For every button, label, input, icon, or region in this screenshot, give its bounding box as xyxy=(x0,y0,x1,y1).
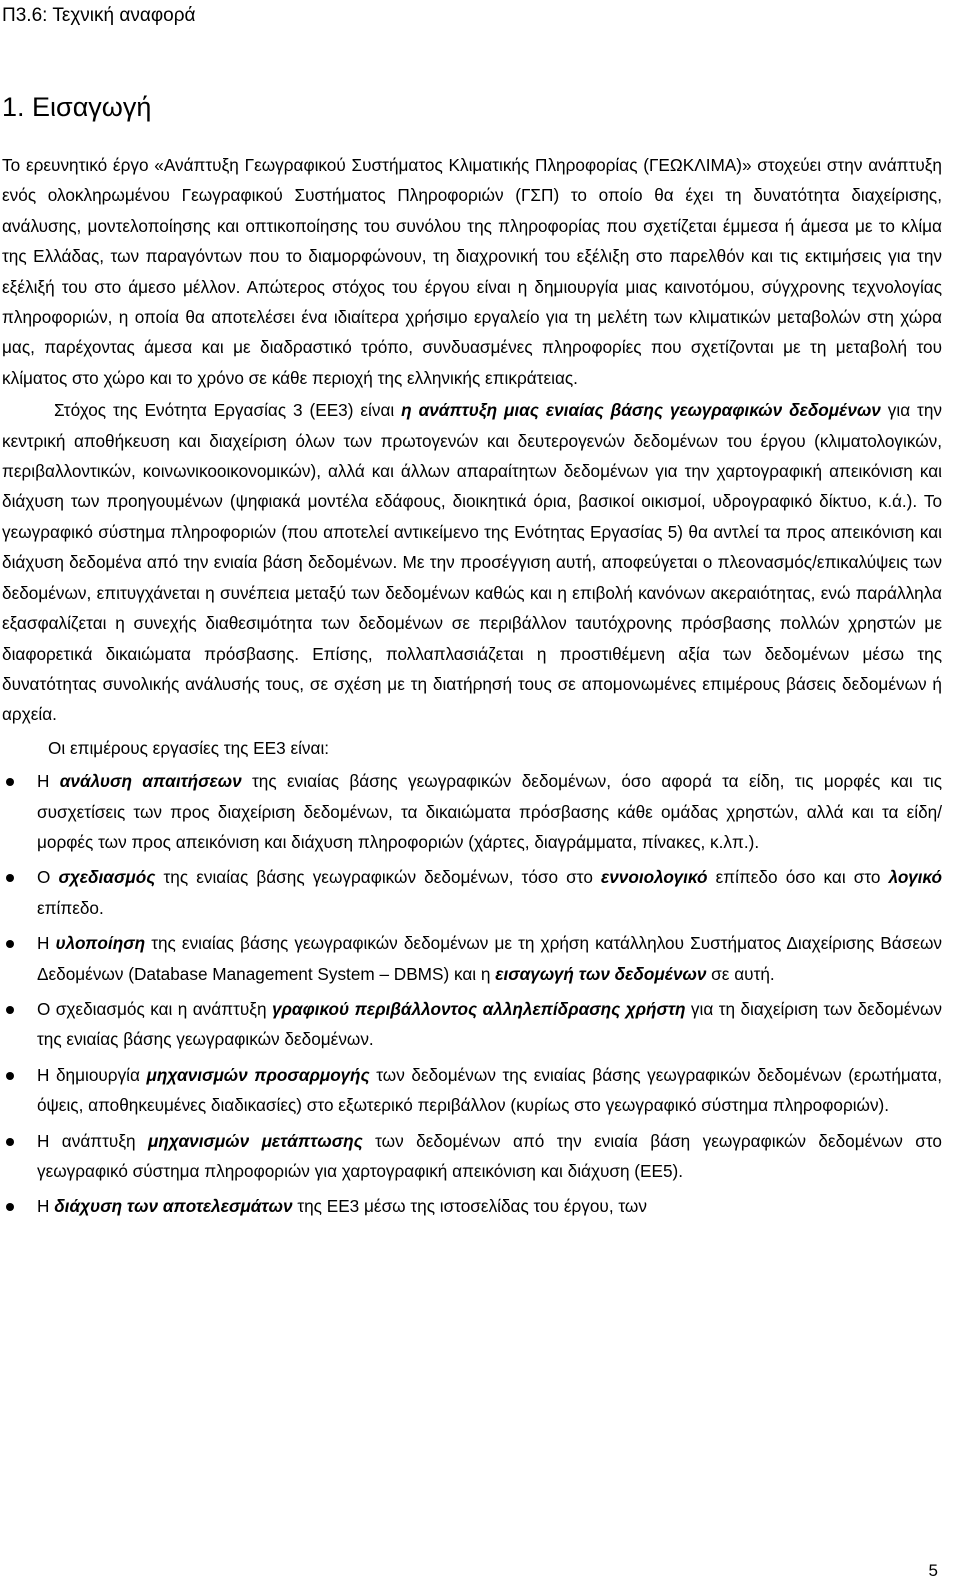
task-text: Η xyxy=(37,771,60,792)
tasks-lead-in: Οι επιμέρους εργασίες της ΕΕ3 είναι: xyxy=(48,737,330,758)
task-text: Η ανάπτυξη xyxy=(37,1130,148,1151)
bullet-icon xyxy=(6,1138,14,1146)
task-text: Ο σχεδιασμός και η ανάπτυξη xyxy=(37,998,272,1019)
objective-paragraph xyxy=(2,395,942,729)
bullet-icon xyxy=(6,1203,14,1211)
task-text: επίπεδο. xyxy=(37,897,104,918)
task-text: της ΕΕ3 μέσω της ιστοσελίδας του έργου, των xyxy=(292,1196,647,1217)
task-list xyxy=(2,766,942,1222)
objective-text-start: Στόχος της Ενότητα Εργασίας 3 (ΕΕ3) είναι xyxy=(54,400,402,421)
task-text: Η xyxy=(37,933,56,954)
task-emphasis: λογικό xyxy=(888,867,942,888)
bullet-icon xyxy=(6,940,14,948)
task-text: για τη διαχείριση των δεδομένων της ενιαίας βάσης γεωγραφικών δεδομένων. xyxy=(37,998,943,1050)
intro-paragraph: Το ερευνητικό έργο «Ανάπτυξη Γεωγραφικού Συστήματος Κλιματικής Πληροφορίας (ΓΕΩΚΛΙΜΑ)» στοχεύει στην ανάπτυξη ενός ολοκληρωμένου Γεωγραφικού Συστήματος Πληροφοριών (ΓΣΠ) το οποίο θα έχει τη δυνατότητα διαχείρισης, ανάλυσης, μοντελοποίησης και οπτικοποίησης του συνόλου της πληροφορίας που σχετίζεται έμμεσα ή άμεσα με το κλίμα της Ελλάδας, των παραγόντων που το διαμορφώνουν, τη διαχρονική του εξέλιξη στο παρελθόν και τις εκτιμήσεις για την εξέλιξή του στο άμεσο μέλλον. Απώτερος στόχος του έργου είναι η δημιουργία μιας καινοτόμου, σύγχρονης τεχνολογίας πληροφοριών, η οποία θα αποτελέσει ένα ιδιαίτερα χρήσιμο εργαλείο για τη μελέτη των κλιματικών μεταβολών στη χώρα μας, παρέχοντας άμεσα και με διαδραστικό τρόπο, συνδυασμένες πληροφορίες που σχετίζονται με τη μεταβολή του κλίματος στο χώρο και το χρόνο σε κάθε περιοχή της ελληνικής επικράτειας. xyxy=(2,155,942,388)
list-item xyxy=(2,994,942,1055)
task-text: επίπεδο όσο και στο xyxy=(707,867,889,888)
task-emphasis: ανάλυση απαιτήσεων xyxy=(59,771,242,792)
task-emphasis: μηχανισμών μετάπτωσης xyxy=(147,1130,363,1151)
task-emphasis: υλοποίηση xyxy=(55,933,146,954)
task-text: των δεδομένων από την ενιαία βάση γεωγραφικών δεδομένων στο γεωγραφικό σύστημα πληροφοριών για χαρτογραφική απεικόνιση και διάχυση (ΕΕ5). xyxy=(37,1130,942,1181)
task-text: των δεδομένων της ενιαίας βάσης γεωγραφικών δεδομένων (ερωτήματα, όψεις, αποθηκευμένες διαδικασίες) στο εξωτερικό περιβάλλον (κυρίως στο γεωγραφικό σύστημα πληροφοριών). xyxy=(37,1064,942,1116)
task-text: της ενιαίας βάσης γεωγραφικών δεδομένων, τόσο στο xyxy=(155,867,601,888)
task-emphasis: μηχανισμών προσαρμογής xyxy=(146,1064,370,1085)
list-item xyxy=(2,1191,942,1221)
task-text: Η xyxy=(37,1196,55,1217)
objective-text-rest: για την κεντρική αποθήκευση και διαχείριση όλων των πρωτογενών και δευτερογενών δεδομένων του έργου (κλιματολογικών, περιβαλλοντικών, κοινωνικοοικονομικών), αλλά και άλλων απαραίτητων δεδομένων για την χαρτογραφική απεικόνιση και διάχυση των προηγουμένων (ψηφιακά μοντέλα εδάφους, διοικητικά όρια, βασικοί οικισμοί, υδρογραφικό δίκτυο, κ.ά.). Το γεωγραφικό σύστημα πληροφοριών (που αποτελεί αντικείμενο της Ενότητας Εργασίας 5) θα αντλεί τα προς απεικόνιση και διάχυση δεδομένα από την ενιαία βάση δεδομένων. Με την προσέγγιση αυτή, αποφεύγεται ο πλεονασμός/επικαλύψεις των δεδομένων, επιτυγχάνεται η συνέπεια μεταξύ των δεδομένων καθώς και η επιβολή κανόνων ακεραιότητας, ενώ παράλληλα εξασφαλίζεται η συνεχής διαθεσιμότητα των δεδομένων σε περιβάλλον ταυτόχρονης πρόσβασης πολλών χρηστών με διαφορετικά δικαιώματα πρόσβασης. Επίσης, πολλαπλασιάζεται η προστιθέμενη αξία των δεδομένων μέσω της δυνατότητας συνολικής ανάλυσής τους, σε σχέση με τη διατήρησή τους σε απομονωμένες επιμέρους βάσεις δεδομένων ή αρχεία. xyxy=(2,400,942,725)
list-item xyxy=(2,766,942,857)
bullet-icon xyxy=(6,778,14,786)
bullet-icon xyxy=(6,1072,14,1080)
document-body xyxy=(2,150,942,1227)
task-emphasis: γραφικού περιβάλλοντος αλληλεπίδρασης χρήστη xyxy=(271,998,686,1019)
task-emphasis: σχεδιασμός xyxy=(58,867,156,888)
list-item xyxy=(2,928,942,989)
document-header-label: Π3.6: Τεχνική αναφορά xyxy=(2,5,196,26)
task-text: Η δημιουργία xyxy=(37,1064,147,1085)
list-item xyxy=(2,1126,942,1187)
task-emphasis: διάχυση των αποτελεσμάτων xyxy=(54,1196,293,1217)
bullet-icon xyxy=(6,874,14,882)
bullet-icon xyxy=(6,1006,14,1014)
task-text: της ενιαίας βάσης γεωγραφικών δεδομένων, όσο αφορά τα είδη, τις μορφές και τις συσχετίσεις των προς διαχείριση δεδομένων, τα δικαιώματα πρόσβασης κάθε ομάδας χρηστών, αλλά και τα είδη/μορφές των προς απεικόνιση και διάχυση πληροφοριών (χάρτες, διαγράμματα, πίνακες, κ.λπ.). xyxy=(37,771,942,852)
section-heading: 1. Εισαγωγή xyxy=(2,92,152,122)
task-text: της ενιαίας βάσης γεωγραφικών δεδομένων με τη χρήση κατάλληλου Συστήματος Διαχείρισης Βάσεων Δεδομένων (Database Management System – DBMS) και η xyxy=(37,933,942,984)
objective-emphasis: η ανάπτυξη μιας ενιαίας βάσης γεωγραφικών δεδομένων xyxy=(401,400,881,421)
list-item xyxy=(2,1060,942,1121)
task-emphasis: εννοιολογικό xyxy=(600,867,708,888)
task-emphasis: εισαγωγή των δεδομένων xyxy=(495,963,707,984)
list-item xyxy=(2,862,942,923)
task-text: σε αυτή. xyxy=(706,963,775,984)
page-number: 5 xyxy=(928,1561,938,1580)
task-text: Ο xyxy=(37,867,59,888)
